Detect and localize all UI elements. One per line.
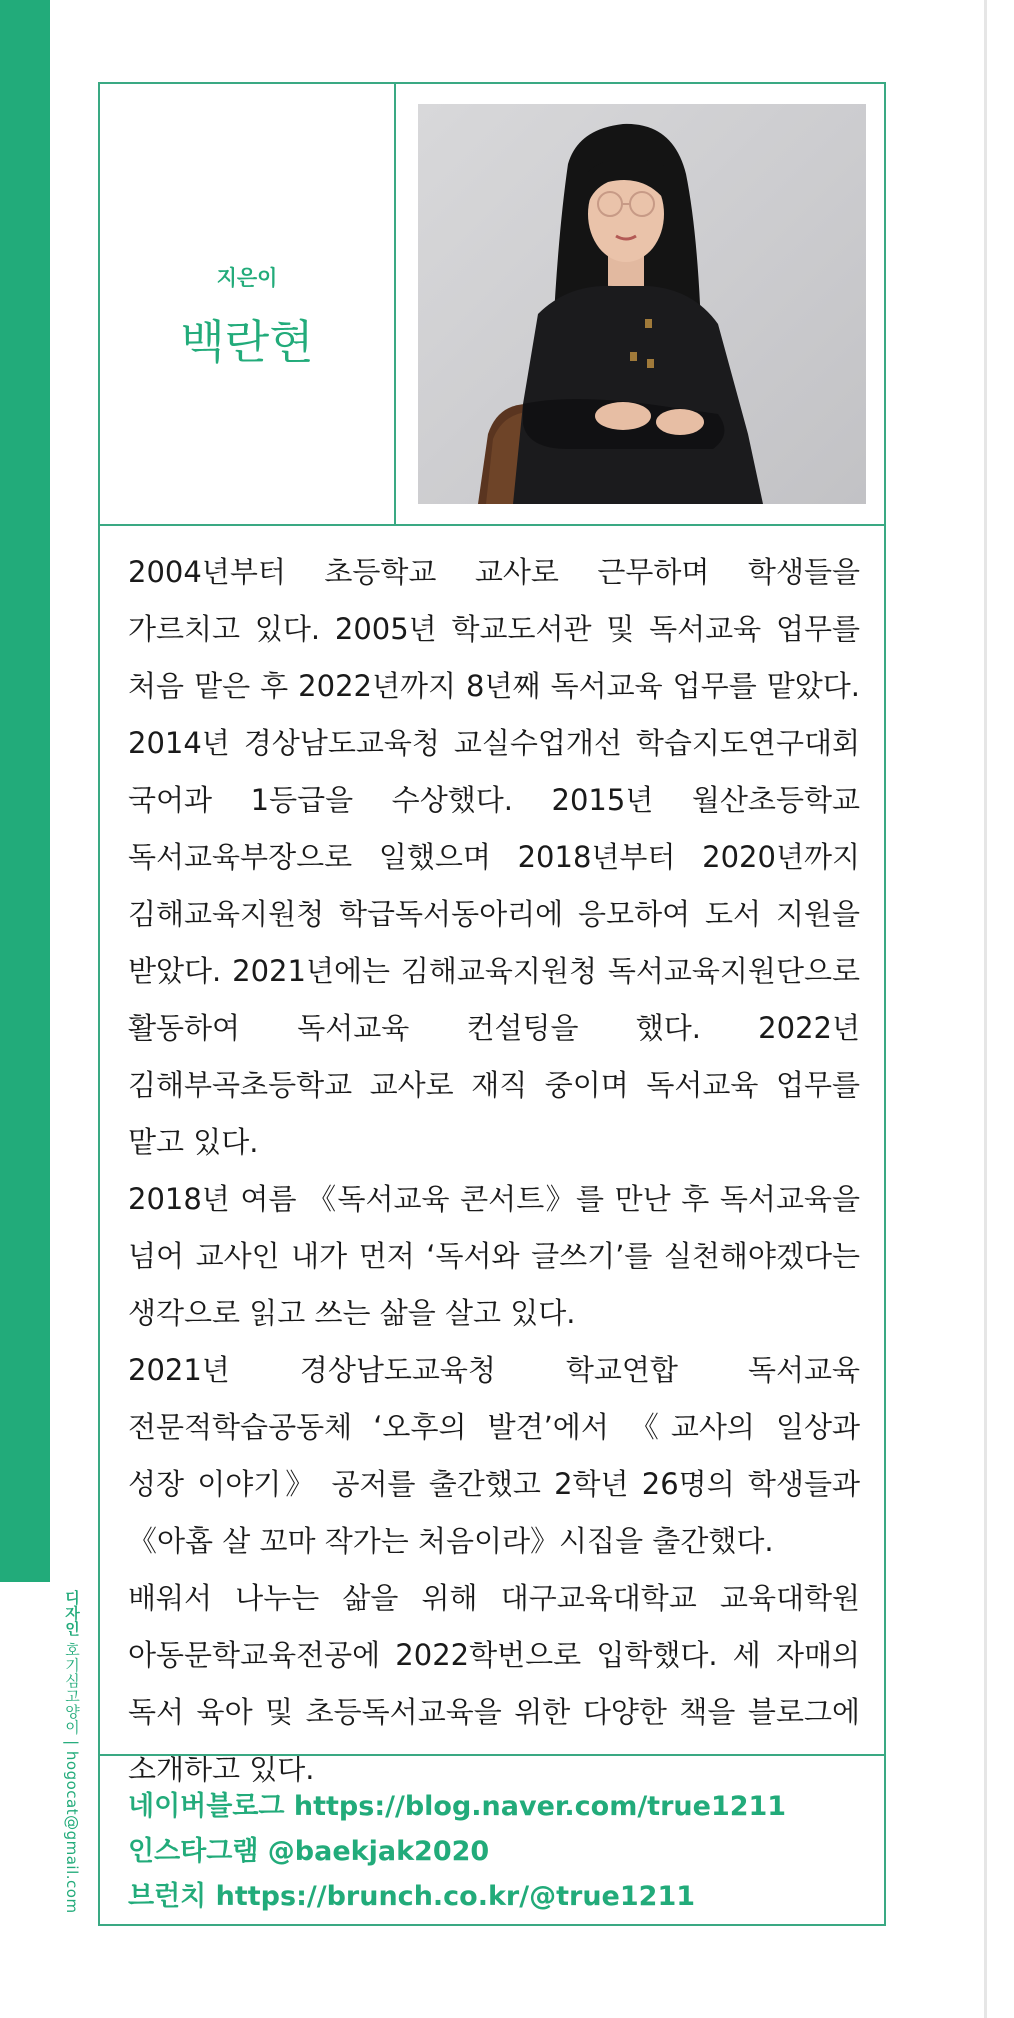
- bio-paragraph: 2018년 여름 《독서교육 콘서트》를 만난 후 독서교육을 넘어 교사인 내가 먼저 ‘독서와 글쓰기’를 실천해야겠다는 생각으로 읽고 쓰는 삶을 살고 있다.: [128, 1182, 860, 1330]
- author-portrait-image: [418, 104, 866, 504]
- bio-paragraph: 2021년 경상남도교육청 학교연합 독서교육 전문적학습공동체 ‘오후의 발견’에서 《교사의 일상과 성장 이야기》 공저를 출간했고 2학년 26명의 학생들과 《아홉 살 꼬마 작가는 처음이라》시집을 출간했다.: [128, 1353, 860, 1558]
- author-label: 지은이: [216, 266, 278, 290]
- left-color-band: [0, 0, 50, 1582]
- author-header: [100, 84, 884, 526]
- designer-email: hogocat@gmail.com: [63, 1750, 81, 1914]
- bio-paragraph: 배워서 나누는 삶을 위해 대구교육대학교 교육대학원 아동문학교육전공에 2022학번으로 입학했다. 세 자매의 독서 육아 및 초등독서교육을 위한 다양한 책을 블로그에 소개하고 있다.: [128, 1581, 860, 1786]
- naver-blog-link[interactable]: 네이버블로그 https://blog.naver.com/true1211: [128, 1791, 787, 1822]
- author-photo: [418, 104, 866, 504]
- designer-separator: |: [63, 1740, 81, 1751]
- author-name: 백란현: [180, 315, 314, 369]
- page-edge: [984, 0, 987, 2018]
- designer-name: 호기심고양이: [63, 1641, 81, 1735]
- designer-credit: [62, 1590, 83, 1914]
- author-bio: [128, 544, 860, 1798]
- bio-paragraph: 2004년부터 초등학교 교사로 근무하며 학생들을 가르치고 있다. 2005년 학교도서관 및 독서교육 업무를 처음 맡은 후 2022년까지 8년째 독서교육 업무를 맡았다. 2014년 경상남도교육청 교실수업개선 학습지도연구대회 국어과 1등급을 수상했다. 2015년 월산초등학교 독서교육부장으로 일했으며 2018년부터 2020년까지 김해교육지원청 학급독서동아리에 응모하여 도서 지원을 받았다. 2021년에는 김해교육지원청 독서교육지원단으로 활동하여 독서교육 컨설팅을 했다. 2022년 김해부곡초등학교 교사로 재직 중이며 독서교육 업무를 맡고 있다.: [128, 555, 860, 1159]
- contact-links: [100, 1754, 884, 1926]
- name-cell: [100, 84, 396, 524]
- designer-label: 디자인: [63, 1590, 81, 1637]
- instagram-link[interactable]: 인스타그램 @baekjak2020: [128, 1836, 490, 1867]
- brunch-link[interactable]: 브런치 https://brunch.co.kr/@true1211: [128, 1881, 696, 1912]
- author-card: [98, 82, 886, 1926]
